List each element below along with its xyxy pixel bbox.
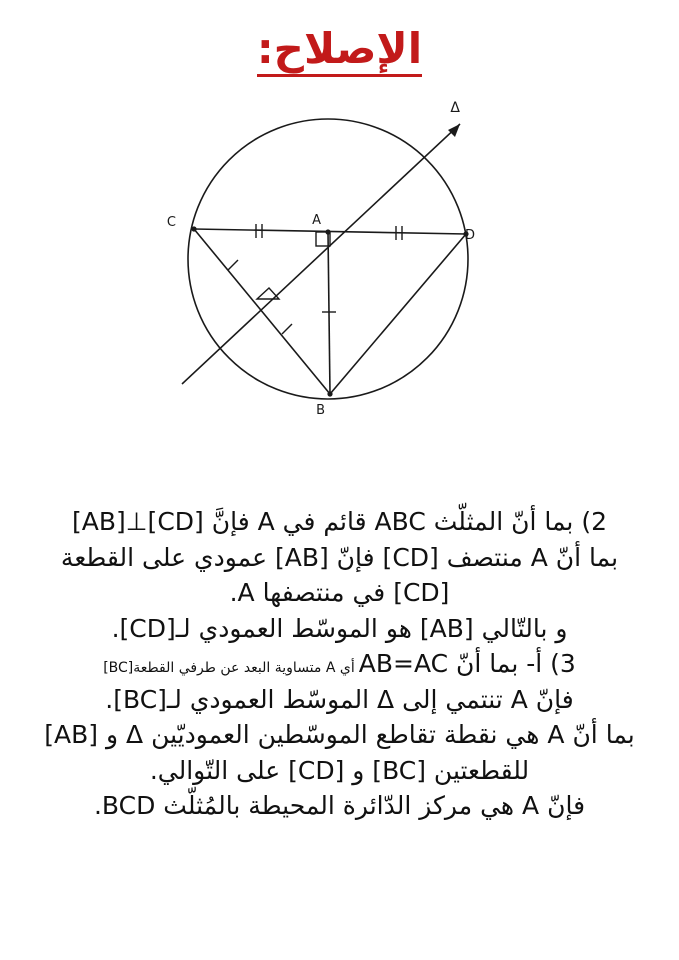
label-delta: Δ <box>449 100 460 116</box>
answer-q3-line-3: بما أنّ A هي نقطة تقاطع الموسّطين العموديّين Δ و [AB] <box>44 720 635 749</box>
title-container <box>0 0 679 84</box>
point-b <box>327 391 332 396</box>
answer-q2-line-2: بما أنّ A منتصف [CD] فإنّ [AB] عمودي على القطعة <box>60 542 619 572</box>
label-b: B <box>315 403 325 418</box>
answer-q3-line-4: للقطعتين [BC] و [CD] على التّوالي. <box>149 755 530 785</box>
label-c: C <box>166 215 176 230</box>
point-c <box>191 226 196 231</box>
segment-cb <box>194 229 330 394</box>
answer-q3-note: أي A متساوية البعد عن طرفي القطعة[BC] <box>103 660 355 676</box>
answer-q2-line-3: [CD] في منتصفها A. <box>229 578 450 607</box>
answer-q3-line-1 <box>14 646 665 682</box>
solution-text <box>0 504 679 824</box>
label-a: A <box>311 213 321 228</box>
figure-svg <box>130 84 550 444</box>
answer-q3-line-2: فإنّ A تنتمي إلى Δ الموسّط العمودي لـ[BC]. <box>105 684 574 714</box>
segment-bd <box>330 234 466 394</box>
answer-q3-line-5: فإنّ A هي مركز الدّائرة المحيطة بالمُثلّث BCD. <box>93 791 586 820</box>
geometry-figure <box>0 84 679 504</box>
perpendicular-bisector-delta-line <box>182 124 460 384</box>
tick-cb-1 <box>228 260 238 270</box>
segment-ab <box>328 232 330 394</box>
answer-q2-line-1: 2) بما أنّ المثلّث ABC قائم في A فإنَّ [CD]⊥[AB] <box>72 507 607 536</box>
answer-q3-main: 3) أ- بما أنّ AB=AC <box>358 649 576 678</box>
delta-arrowhead <box>448 124 460 137</box>
label-d: D <box>464 228 475 243</box>
tick-cb-2 <box>282 324 292 334</box>
answer-q2-line-4: و بالتّالي [AB] هو الموسّط العمودي لـ[CD]. <box>111 613 568 643</box>
page-title: الإصلاح: <box>257 26 422 77</box>
point-a <box>325 229 330 234</box>
